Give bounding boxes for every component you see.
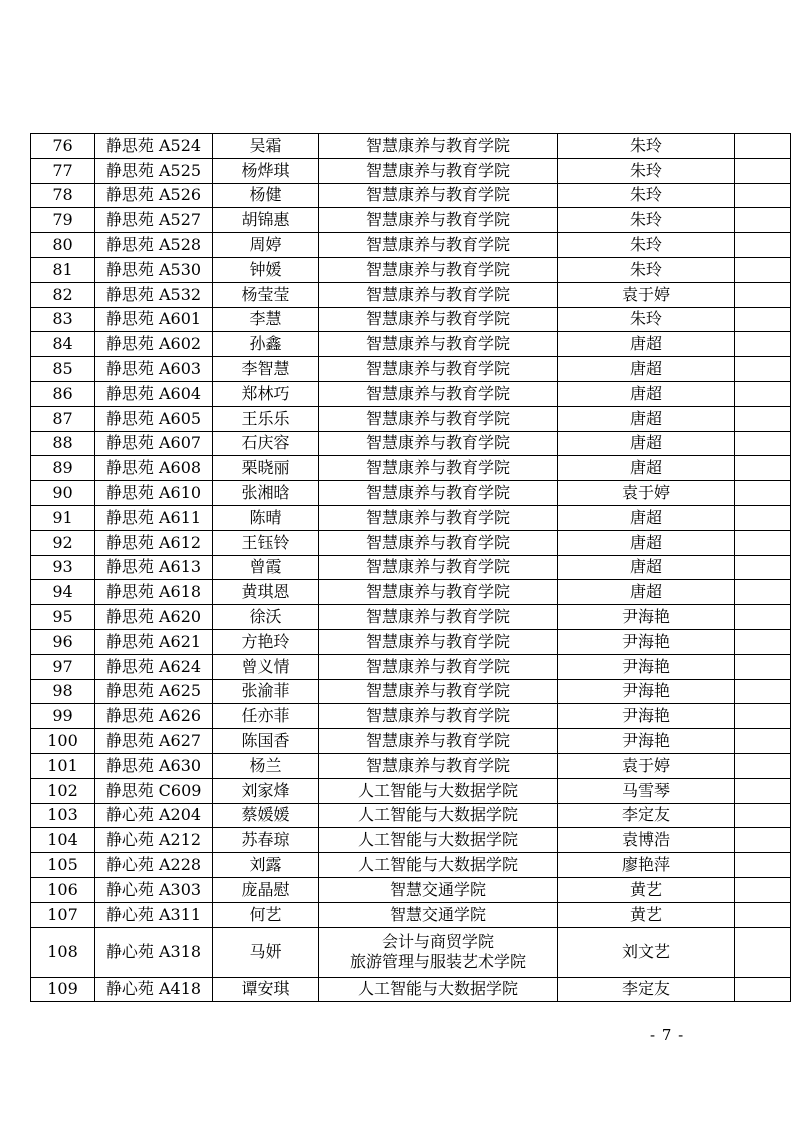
room-cell: 静思苑 A530 bbox=[95, 257, 213, 282]
contact-cell: 唐超 bbox=[558, 505, 735, 530]
college-cell bbox=[319, 927, 558, 977]
college-line: 智慧康养与教育学院 bbox=[365, 607, 510, 627]
room-cell: 静思苑 A525 bbox=[95, 158, 213, 183]
table-row bbox=[31, 927, 791, 977]
table-row bbox=[31, 580, 791, 605]
contact-cell: 朱玲 bbox=[558, 208, 735, 233]
remark-cell bbox=[735, 555, 791, 580]
table-row bbox=[31, 679, 791, 704]
name-cell: 杨兰 bbox=[213, 753, 319, 778]
college-line: 智慧康养与教育学院 bbox=[365, 259, 510, 279]
table-row bbox=[31, 381, 791, 406]
college-cell bbox=[319, 456, 558, 481]
college-cell bbox=[319, 208, 558, 233]
college-line: 人工智能与大数据学院 bbox=[357, 855, 518, 874]
college-cell bbox=[319, 778, 558, 803]
row-number-cell: 106 bbox=[31, 877, 95, 902]
remark-cell bbox=[735, 753, 791, 778]
name-cell: 石庆容 bbox=[213, 431, 319, 456]
college-line: 智慧康养与教育学院 bbox=[365, 135, 510, 155]
college-cell bbox=[319, 605, 558, 630]
table-row bbox=[31, 357, 791, 382]
room-cell: 静思苑 A621 bbox=[95, 629, 213, 654]
name-cell: 苏春琼 bbox=[213, 828, 319, 853]
college-line: 智慧康养与教育学院 bbox=[365, 582, 510, 602]
college-cell bbox=[319, 406, 558, 431]
remark-cell bbox=[735, 233, 791, 258]
college-line: 智慧康养与教育学院 bbox=[365, 532, 510, 552]
name-cell: 曾义情 bbox=[213, 654, 319, 679]
name-cell: 刘露 bbox=[213, 853, 319, 878]
room-cell: 静思苑 A604 bbox=[95, 381, 213, 406]
remark-cell bbox=[735, 679, 791, 704]
contact-cell: 廖艳萍 bbox=[558, 853, 735, 878]
remark-cell bbox=[735, 208, 791, 233]
contact-cell: 袁博浩 bbox=[558, 828, 735, 853]
remark-cell bbox=[735, 456, 791, 481]
remark-cell bbox=[735, 853, 791, 878]
room-cell: 静思苑 A612 bbox=[95, 530, 213, 555]
remark-cell bbox=[735, 580, 791, 605]
table-row bbox=[31, 902, 791, 927]
college-line: 智慧康养与教育学院 bbox=[365, 458, 510, 478]
name-cell: 胡锦惠 bbox=[213, 208, 319, 233]
name-cell: 刘家烽 bbox=[213, 778, 319, 803]
contact-cell: 刘文艺 bbox=[558, 927, 735, 977]
name-cell: 任亦菲 bbox=[213, 704, 319, 729]
table-row bbox=[31, 505, 791, 530]
table-row bbox=[31, 332, 791, 357]
name-cell: 马妍 bbox=[213, 927, 319, 977]
name-cell: 吴霜 bbox=[213, 134, 319, 159]
contact-cell: 朱玲 bbox=[558, 134, 735, 159]
college-line: 人工智能与大数据学院 bbox=[357, 780, 518, 800]
room-cell: 静心苑 A212 bbox=[95, 828, 213, 853]
row-number-cell: 90 bbox=[31, 481, 95, 506]
row-number-cell: 104 bbox=[31, 828, 95, 853]
table-row bbox=[31, 629, 791, 654]
row-number-cell: 103 bbox=[31, 803, 95, 828]
name-cell: 何艺 bbox=[213, 902, 319, 927]
remark-cell bbox=[735, 729, 791, 754]
college-line: 人工智能与大数据学院 bbox=[357, 805, 518, 825]
college-cell bbox=[319, 332, 558, 357]
college-line: 智慧交通学院 bbox=[389, 904, 486, 924]
room-cell: 静思苑 A624 bbox=[95, 654, 213, 679]
contact-cell: 唐超 bbox=[558, 381, 735, 406]
name-cell: 王乐乐 bbox=[213, 406, 319, 431]
row-number-cell: 99 bbox=[31, 704, 95, 729]
row-number-cell: 84 bbox=[31, 332, 95, 357]
contact-cell: 黄艺 bbox=[558, 877, 735, 902]
room-cell: 静心苑 A228 bbox=[95, 853, 213, 878]
remark-cell bbox=[735, 357, 791, 382]
table-row bbox=[31, 406, 791, 431]
row-number-cell: 76 bbox=[31, 134, 95, 159]
contact-cell: 尹海艳 bbox=[558, 679, 735, 704]
table-row bbox=[31, 803, 791, 828]
remark-cell bbox=[735, 803, 791, 828]
contact-cell: 袁于婷 bbox=[558, 753, 735, 778]
contact-cell: 唐超 bbox=[558, 530, 735, 555]
room-cell: 静心苑 A318 bbox=[95, 927, 213, 977]
name-cell: 王钰铃 bbox=[213, 530, 319, 555]
college-line: 智慧康养与教育学院 bbox=[365, 656, 510, 676]
college-cell bbox=[319, 853, 558, 878]
room-cell: 静思苑 A627 bbox=[95, 729, 213, 754]
row-number-cell: 88 bbox=[31, 431, 95, 456]
room-cell: 静思苑 A524 bbox=[95, 134, 213, 159]
row-number-cell: 78 bbox=[31, 183, 95, 208]
remark-cell bbox=[735, 332, 791, 357]
college-line: 人工智能与大数据学院 bbox=[357, 979, 518, 999]
contact-cell: 朱玲 bbox=[558, 233, 735, 258]
college-line: 智慧康养与教育学院 bbox=[365, 408, 510, 428]
remark-cell bbox=[735, 406, 791, 431]
room-cell: 静思苑 A605 bbox=[95, 406, 213, 431]
college-line: 智慧康养与教育学院 bbox=[365, 383, 510, 403]
college-cell bbox=[319, 828, 558, 853]
row-number-cell: 95 bbox=[31, 605, 95, 630]
room-cell: 静思苑 A613 bbox=[95, 555, 213, 580]
college-line: 智慧康养与教育学院 bbox=[365, 706, 510, 726]
table-body bbox=[31, 134, 791, 1002]
remark-cell bbox=[735, 505, 791, 530]
row-number-cell: 91 bbox=[31, 505, 95, 530]
college-cell bbox=[319, 134, 558, 159]
college-line: 智慧康养与教育学院 bbox=[365, 755, 510, 775]
remark-cell bbox=[735, 431, 791, 456]
row-number-cell: 100 bbox=[31, 729, 95, 754]
college-cell bbox=[319, 654, 558, 679]
college-line: 智慧康养与教育学院 bbox=[365, 185, 510, 205]
table-row bbox=[31, 183, 791, 208]
college-line: 智慧康养与教育学院 bbox=[365, 235, 510, 255]
table-row bbox=[31, 282, 791, 307]
college-line: 智慧康养与教育学院 bbox=[365, 681, 510, 701]
table-row bbox=[31, 307, 791, 332]
contact-cell: 李定友 bbox=[558, 977, 735, 1002]
room-cell: 静心苑 A303 bbox=[95, 877, 213, 902]
row-number-cell: 109 bbox=[31, 977, 95, 1002]
room-cell: 静心苑 A311 bbox=[95, 902, 213, 927]
contact-cell: 朱玲 bbox=[558, 307, 735, 332]
college-cell bbox=[319, 902, 558, 927]
table-row bbox=[31, 778, 791, 803]
remark-cell bbox=[735, 257, 791, 282]
contact-cell: 袁于婷 bbox=[558, 481, 735, 506]
college-cell bbox=[319, 257, 558, 282]
row-number-cell: 81 bbox=[31, 257, 95, 282]
row-number-cell: 96 bbox=[31, 629, 95, 654]
remark-cell bbox=[735, 977, 791, 1002]
name-cell: 方艳玲 bbox=[213, 629, 319, 654]
table-row bbox=[31, 605, 791, 630]
table-row bbox=[31, 753, 791, 778]
room-cell: 静思苑 A601 bbox=[95, 307, 213, 332]
contact-cell: 朱玲 bbox=[558, 257, 735, 282]
row-number-cell: 87 bbox=[31, 406, 95, 431]
college-line: 智慧康养与教育学院 bbox=[365, 359, 510, 379]
row-number-cell: 83 bbox=[31, 307, 95, 332]
college-line: 智慧康养与教育学院 bbox=[365, 483, 510, 503]
row-number-cell: 105 bbox=[31, 853, 95, 878]
college-cell bbox=[319, 431, 558, 456]
remark-cell bbox=[735, 654, 791, 679]
college-cell bbox=[319, 307, 558, 332]
college-cell bbox=[319, 555, 558, 580]
room-cell: 静思苑 A607 bbox=[95, 431, 213, 456]
contact-cell: 袁于婷 bbox=[558, 282, 735, 307]
name-cell: 李智慧 bbox=[213, 357, 319, 382]
room-cell: 静思苑 A626 bbox=[95, 704, 213, 729]
contact-cell: 唐超 bbox=[558, 580, 735, 605]
table-row bbox=[31, 555, 791, 580]
room-cell: 静思苑 A602 bbox=[95, 332, 213, 357]
name-cell: 郑林巧 bbox=[213, 381, 319, 406]
row-number-cell: 92 bbox=[31, 530, 95, 555]
name-cell: 蔡媛媛 bbox=[213, 803, 319, 828]
room-cell: 静心苑 A418 bbox=[95, 977, 213, 1002]
name-cell: 周婷 bbox=[213, 233, 319, 258]
remark-cell bbox=[735, 481, 791, 506]
row-number-cell: 101 bbox=[31, 753, 95, 778]
remark-cell bbox=[735, 381, 791, 406]
contact-cell: 尹海艳 bbox=[558, 629, 735, 654]
name-cell: 李慧 bbox=[213, 307, 319, 332]
room-cell: 静思苑 A610 bbox=[95, 481, 213, 506]
table-row bbox=[31, 456, 791, 481]
name-cell: 钟媛 bbox=[213, 257, 319, 282]
room-cell: 静思苑 A608 bbox=[95, 456, 213, 481]
college-cell bbox=[319, 183, 558, 208]
row-number-cell: 94 bbox=[31, 580, 95, 605]
table-row bbox=[31, 158, 791, 183]
college-line: 旅游管理与服装艺术学院 bbox=[349, 952, 526, 971]
row-number-cell: 85 bbox=[31, 357, 95, 382]
table-row bbox=[31, 729, 791, 754]
college-cell bbox=[319, 977, 558, 1002]
contact-cell: 尹海艳 bbox=[558, 704, 735, 729]
room-cell: 静思苑 A630 bbox=[95, 753, 213, 778]
table-row bbox=[31, 704, 791, 729]
college-cell bbox=[319, 580, 558, 605]
row-number-cell: 79 bbox=[31, 208, 95, 233]
room-cell: 静思苑 A526 bbox=[95, 183, 213, 208]
remark-cell bbox=[735, 307, 791, 332]
contact-cell: 尹海艳 bbox=[558, 729, 735, 754]
room-cell: 静思苑 A620 bbox=[95, 605, 213, 630]
college-cell bbox=[319, 481, 558, 506]
college-line: 智慧交通学院 bbox=[389, 879, 486, 899]
table-row bbox=[31, 208, 791, 233]
table-row bbox=[31, 877, 791, 902]
college-line: 智慧康养与教育学院 bbox=[365, 160, 510, 180]
row-number-cell: 93 bbox=[31, 555, 95, 580]
contact-cell: 尹海艳 bbox=[558, 605, 735, 630]
college-cell bbox=[319, 530, 558, 555]
name-cell: 杨烨琪 bbox=[213, 158, 319, 183]
remark-cell bbox=[735, 530, 791, 555]
college-cell bbox=[319, 753, 558, 778]
college-line: 智慧康养与教育学院 bbox=[365, 631, 510, 651]
college-line: 智慧康养与教育学院 bbox=[365, 507, 510, 527]
room-cell: 静思苑 C609 bbox=[95, 778, 213, 803]
page-number: - 7 - bbox=[650, 1026, 685, 1044]
contact-cell: 朱玲 bbox=[558, 158, 735, 183]
college-cell bbox=[319, 629, 558, 654]
college-line: 智慧康养与教育学院 bbox=[365, 334, 510, 354]
roster-table bbox=[30, 133, 791, 1002]
college-cell bbox=[319, 679, 558, 704]
row-number-cell: 86 bbox=[31, 381, 95, 406]
row-number-cell: 102 bbox=[31, 778, 95, 803]
college-line: 人工智能与大数据学院 bbox=[357, 830, 518, 850]
room-cell: 静思苑 A527 bbox=[95, 208, 213, 233]
name-cell: 孙鑫 bbox=[213, 332, 319, 357]
table-row bbox=[31, 828, 791, 853]
remark-cell bbox=[735, 877, 791, 902]
contact-cell: 李定友 bbox=[558, 803, 735, 828]
remark-cell bbox=[735, 183, 791, 208]
name-cell: 张湘晗 bbox=[213, 481, 319, 506]
remark-cell bbox=[735, 704, 791, 729]
college-cell bbox=[319, 803, 558, 828]
college-line: 智慧康养与教育学院 bbox=[365, 284, 510, 304]
name-cell: 杨莹莹 bbox=[213, 282, 319, 307]
table-row bbox=[31, 431, 791, 456]
college-cell bbox=[319, 381, 558, 406]
contact-cell: 唐超 bbox=[558, 406, 735, 431]
room-cell: 静思苑 A611 bbox=[95, 505, 213, 530]
college-cell bbox=[319, 282, 558, 307]
row-number-cell: 108 bbox=[31, 927, 95, 977]
table-row bbox=[31, 530, 791, 555]
remark-cell bbox=[735, 902, 791, 927]
row-number-cell: 98 bbox=[31, 679, 95, 704]
name-cell: 曾霞 bbox=[213, 555, 319, 580]
name-cell: 张渝菲 bbox=[213, 679, 319, 704]
contact-cell: 唐超 bbox=[558, 332, 735, 357]
college-line: 智慧康养与教育学院 bbox=[365, 557, 510, 577]
room-cell: 静思苑 A528 bbox=[95, 233, 213, 258]
college-cell bbox=[319, 729, 558, 754]
table-row bbox=[31, 853, 791, 878]
college-cell bbox=[319, 158, 558, 183]
table-row bbox=[31, 977, 791, 1002]
row-number-cell: 97 bbox=[31, 654, 95, 679]
college-cell bbox=[319, 505, 558, 530]
remark-cell bbox=[735, 927, 791, 977]
remark-cell bbox=[735, 605, 791, 630]
table-row bbox=[31, 654, 791, 679]
row-number-cell: 77 bbox=[31, 158, 95, 183]
room-cell: 静思苑 A603 bbox=[95, 357, 213, 382]
contact-cell: 唐超 bbox=[558, 555, 735, 580]
room-cell: 静思苑 A625 bbox=[95, 679, 213, 704]
room-cell: 静思苑 A618 bbox=[95, 580, 213, 605]
name-cell: 庞晶慰 bbox=[213, 877, 319, 902]
contact-cell: 唐超 bbox=[558, 357, 735, 382]
contact-cell: 唐超 bbox=[558, 456, 735, 481]
remark-cell bbox=[735, 158, 791, 183]
name-cell: 栗晓丽 bbox=[213, 456, 319, 481]
college-line: 智慧康养与教育学院 bbox=[365, 309, 510, 329]
contact-cell: 唐超 bbox=[558, 431, 735, 456]
row-number-cell: 82 bbox=[31, 282, 95, 307]
college-line: 智慧康养与教育学院 bbox=[365, 210, 510, 230]
name-cell: 杨健 bbox=[213, 183, 319, 208]
remark-cell bbox=[735, 134, 791, 159]
table-row bbox=[31, 134, 791, 159]
row-number-cell: 107 bbox=[31, 902, 95, 927]
college-cell bbox=[319, 877, 558, 902]
name-cell: 谭安琪 bbox=[213, 977, 319, 1002]
college-line: 智慧康养与教育学院 bbox=[365, 433, 510, 453]
room-cell: 静心苑 A204 bbox=[95, 803, 213, 828]
table-row bbox=[31, 257, 791, 282]
remark-cell bbox=[735, 282, 791, 307]
table-row bbox=[31, 233, 791, 258]
room-cell: 静思苑 A532 bbox=[95, 282, 213, 307]
contact-cell: 尹海艳 bbox=[558, 654, 735, 679]
college-cell bbox=[319, 357, 558, 382]
college-line: 智慧康养与教育学院 bbox=[365, 731, 510, 751]
contact-cell: 朱玲 bbox=[558, 183, 735, 208]
college-cell bbox=[319, 233, 558, 258]
name-cell: 陈晴 bbox=[213, 505, 319, 530]
name-cell: 徐沃 bbox=[213, 605, 319, 630]
row-number-cell: 89 bbox=[31, 456, 95, 481]
remark-cell bbox=[735, 828, 791, 853]
college-line: 会计与商贸学院 bbox=[381, 932, 494, 951]
contact-cell: 马雪琴 bbox=[558, 778, 735, 803]
row-number-cell: 80 bbox=[31, 233, 95, 258]
table-row bbox=[31, 481, 791, 506]
remark-cell bbox=[735, 778, 791, 803]
contact-cell: 黄艺 bbox=[558, 902, 735, 927]
remark-cell bbox=[735, 629, 791, 654]
college-cell bbox=[319, 704, 558, 729]
name-cell: 陈国香 bbox=[213, 729, 319, 754]
name-cell: 黄琪恩 bbox=[213, 580, 319, 605]
